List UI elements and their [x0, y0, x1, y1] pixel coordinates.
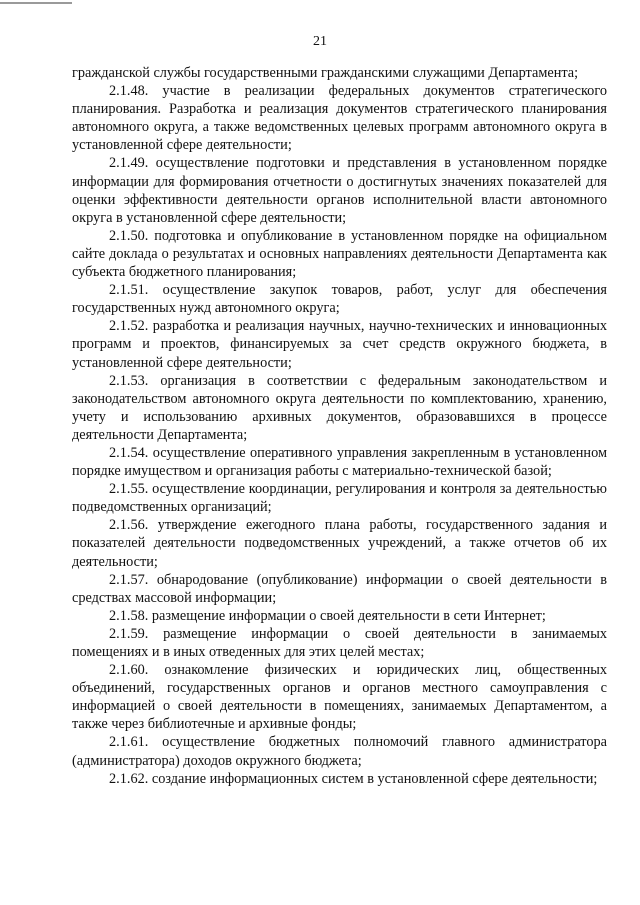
paragraph-2-1-58: 2.1.58. размещение информации о своей деятельности в сети Интернет;: [109, 607, 546, 624]
paragraph-2-1-53: 2.1.53. организация в соответствии с федеральным законодательством и законодательством автономного округа деятельности по комплектованию, хранению, учету и использованию архивных документов, образовавшихся в процессе деятельности Департамента;: [72, 372, 607, 443]
paragraph-continuation: гражданской службы государственными гражданскими служащими Департамента;: [72, 65, 579, 81]
paragraph-2-1-48: 2.1.48. участие в реализации федеральных документов стратегического планирования. Разработка и реализация документов стратегического планирования автономного округа, а также ведомственных целевых программ автономного округа в установленной сфере деятельности;: [72, 83, 607, 154]
paragraph-2-1-60: 2.1.60. ознакомление физических и юридических лиц, общественных объединений, государственных органов и органов местного самоуправления с информацией о своей деятельности в помещениях, занимаемых Департаментом, а также через библиотечные и архивные фонды;: [72, 662, 607, 733]
paragraph-2-1-50: 2.1.50. подготовка и опубликование в установленном порядке на официальном сайте доклада о результатах и основных направлениях деятельности Департамента как субъекта бюджетного планирования;: [72, 227, 607, 281]
page-number: 21: [313, 34, 327, 49]
scan-edge-line: [0, 2, 72, 4]
paragraph-2-1-62: 2.1.62. создание информационных систем в установленной сфере деятельности;: [109, 770, 598, 787]
paragraph-2-1-49: 2.1.49. осуществление подготовки и представления в установленном порядке информации для формирования отчетности о достигнутых значениях показателей для оценки эффективности деятельности органов исполнительной власти автономного округа в установленной сфере деятельности;: [72, 155, 607, 226]
paragraph-2-1-59: 2.1.59. размещение информации о своей деятельности в занимаемых помещениях и в иных отведенных для этих целей местах;: [72, 625, 607, 660]
paragraph-2-1-56: 2.1.56. утверждение ежегодного плана работы, государственного задания и показателей деятельности подведомственных учреждений, а также отчетов об их деятельности;: [72, 517, 607, 570]
paragraph-2-1-55: 2.1.55. осуществление координации, регулирования и контроля за деятельностью подведомственных организаций;: [72, 481, 607, 516]
paragraph-2-1-54: 2.1.54. осуществление оперативного управления закрепленным в установленном порядке имуществом и организация работы с материально-технической базой;: [72, 444, 607, 480]
paragraph-2-1-61: 2.1.61. осуществление бюджетных полномочий главного администратора (администратора) доходов окружного бюджета;: [72, 734, 607, 769]
paragraph-2-1-52: 2.1.52. разработка и реализация научных, научно-технических и инновационных программ и проектов, финансируемых за счет средств окружного бюджета, в установленной сфере деятельности;: [72, 318, 607, 371]
paragraph-2-1-51: 2.1.51. осуществление закупок товаров, работ, услуг для обеспечения государственных нужд автономного округа;: [72, 282, 607, 317]
document-body: [72, 64, 607, 788]
paragraph-2-1-57: 2.1.57. обнародование (опубликование) информации о своей деятельности в средствах массовой информации;: [72, 571, 607, 606]
